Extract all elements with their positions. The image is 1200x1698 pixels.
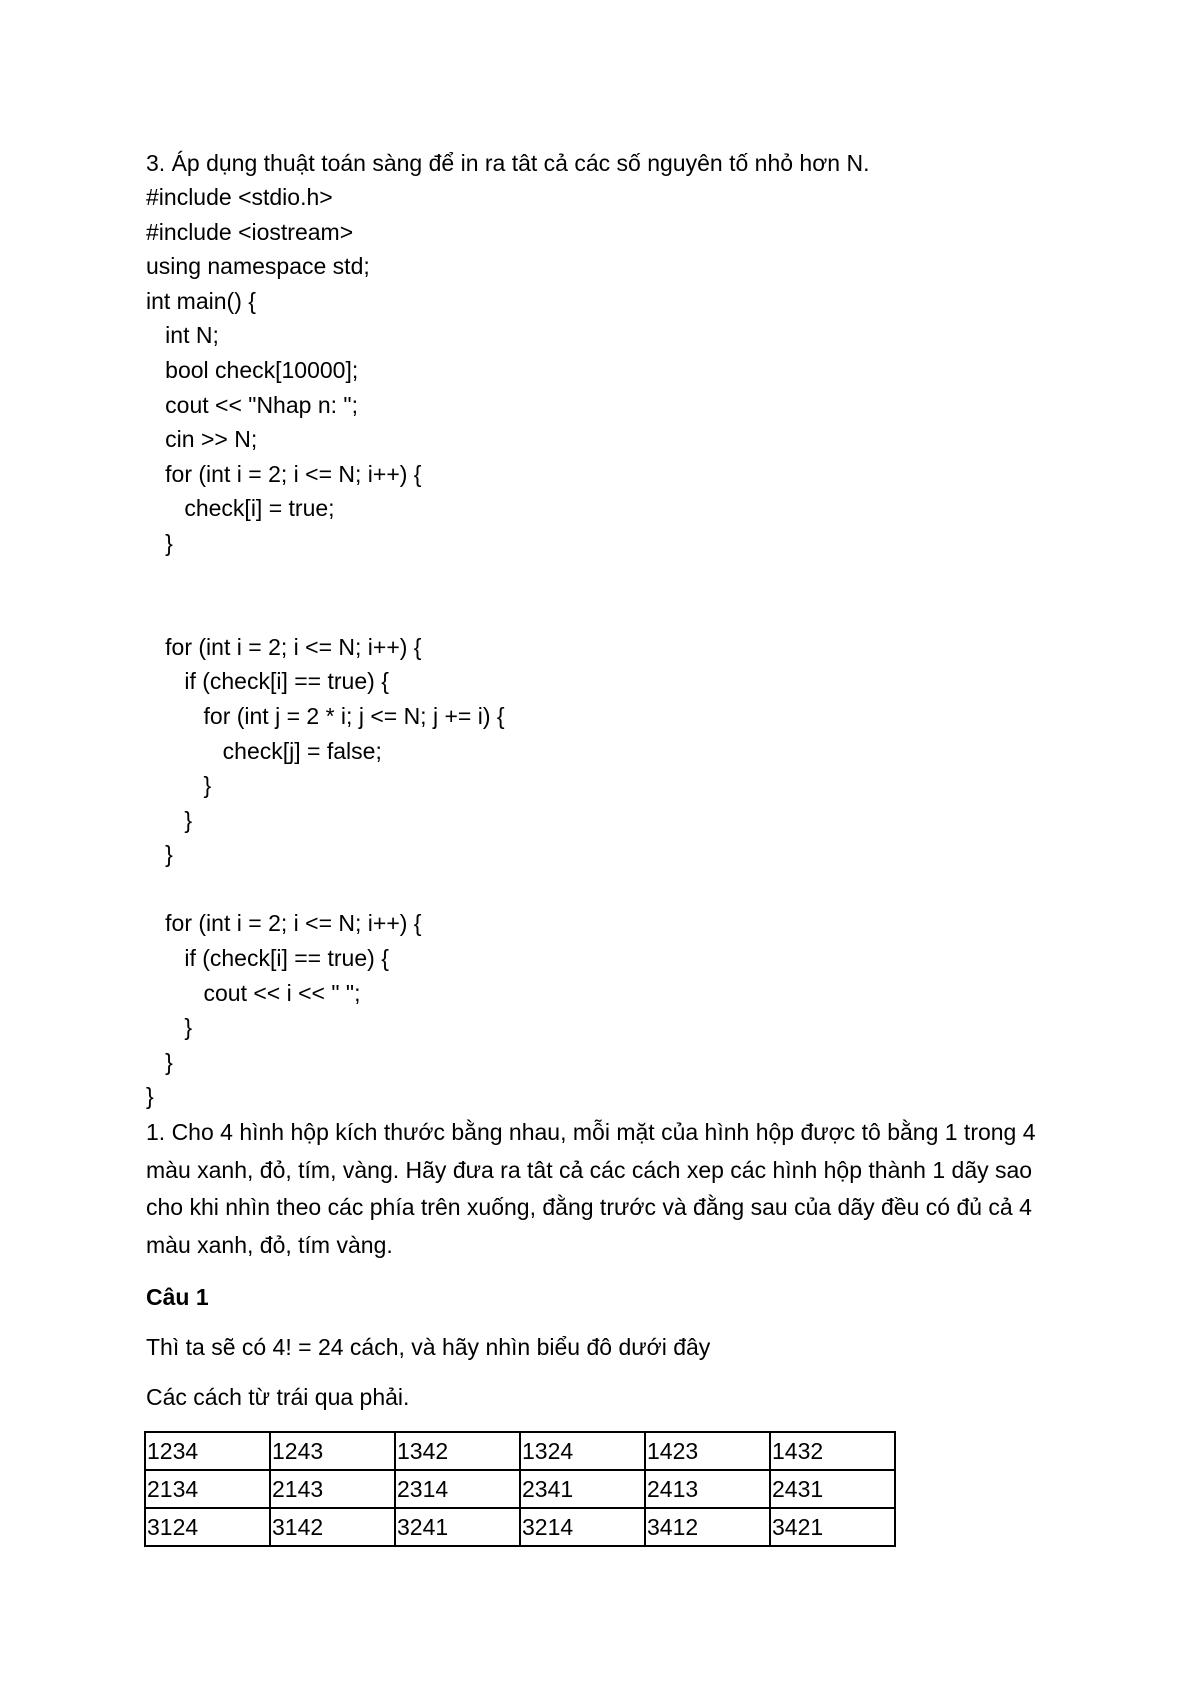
code-line: for (int i = 2; i <= N; i++) { bbox=[146, 633, 422, 660]
code-line: } bbox=[146, 772, 212, 799]
table-cell: 1432 bbox=[770, 1432, 895, 1470]
code-line: } bbox=[146, 806, 193, 833]
table-row bbox=[145, 1508, 895, 1546]
code-line-blank bbox=[146, 561, 1076, 596]
code-line: cin >> N; bbox=[146, 426, 258, 453]
table-cell: 2341 bbox=[520, 1470, 645, 1508]
code-line: cout << i << " "; bbox=[146, 979, 361, 1006]
table-cell: 1342 bbox=[395, 1432, 520, 1470]
code-line: if (check[i] == true) { bbox=[146, 668, 389, 695]
answer-line-1: Thì ta sẽ có 4! = 24 cách, và hãy nhìn biểu đô dưới đây bbox=[146, 1334, 711, 1361]
code-line-blank bbox=[146, 872, 1076, 907]
code-line: int main() { bbox=[146, 287, 256, 314]
code-line: if (check[i] == true) { bbox=[146, 945, 389, 972]
code-block bbox=[146, 180, 1076, 1114]
table-cell: 1423 bbox=[645, 1432, 770, 1470]
code-line: int N; bbox=[146, 322, 219, 349]
code-line-blank bbox=[146, 595, 1076, 630]
table-cell: 1324 bbox=[520, 1432, 645, 1470]
document-page bbox=[146, 146, 1076, 1547]
table-cell: 3214 bbox=[520, 1508, 645, 1546]
table-cell: 2413 bbox=[645, 1470, 770, 1508]
code-line: using namespace std; bbox=[146, 253, 370, 280]
code-line: cout << "Nhap n: "; bbox=[146, 391, 358, 418]
table-row bbox=[145, 1432, 895, 1470]
code-line: for (int i = 2; i <= N; i++) { bbox=[146, 460, 422, 487]
table-cell: 3142 bbox=[270, 1508, 395, 1546]
code-line: } bbox=[146, 1048, 173, 1075]
code-line: check[i] = true; bbox=[146, 495, 335, 522]
answer-line-2: Các cách từ trái qua phải. bbox=[146, 1384, 410, 1411]
table-row bbox=[145, 1470, 895, 1508]
code-line: check[j] = false; bbox=[146, 737, 382, 764]
table-cell: 1243 bbox=[270, 1432, 395, 1470]
table-cell: 2143 bbox=[270, 1470, 395, 1508]
table-cell: 2314 bbox=[395, 1470, 520, 1508]
problem-1-text: 1. Cho 4 hình hộp kích thước bằng nhau, mỗi mặt của hình hộp được tô bằng 1 trong 4 màu xanh, đỏ, tím, vàng. Hãy đưa ra tât cả các cách xep các hình hộp thành 1 dãy sao cho khi nhìn theo các phía trên xuống, đằng trước và đằng sau của dãy đều có đủ cả 4 màu xanh, đỏ, tím vàng. bbox=[146, 1119, 1036, 1258]
code-line: #include <iostream> bbox=[146, 218, 354, 245]
code-line: for (int j = 2 * i; j <= N; j += i) { bbox=[146, 702, 505, 729]
code-line: #include <stdio.h> bbox=[146, 184, 333, 210]
code-line: } bbox=[146, 529, 173, 556]
table-cell: 3421 bbox=[770, 1508, 895, 1546]
code-line: bool check[10000]; bbox=[146, 356, 359, 383]
permutations-table bbox=[144, 1431, 896, 1547]
table-cell: 2431 bbox=[770, 1470, 895, 1508]
table-cell: 3241 bbox=[395, 1508, 520, 1546]
code-line: } bbox=[146, 1014, 193, 1041]
code-line: for (int i = 2; i <= N; i++) { bbox=[146, 910, 422, 937]
table-cell: 3124 bbox=[145, 1508, 270, 1546]
code-line: } bbox=[146, 841, 173, 868]
table-cell: 3412 bbox=[645, 1508, 770, 1546]
code-line: } bbox=[146, 1083, 154, 1110]
answer-title: Câu 1 bbox=[146, 1284, 209, 1311]
table-cell: 1234 bbox=[145, 1432, 270, 1470]
problem-3-heading: 3. Áp dụng thuật toán sàng để in ra tât cả các số nguyên tố nhỏ hơn N. bbox=[146, 150, 870, 176]
table-cell: 2134 bbox=[145, 1470, 270, 1508]
